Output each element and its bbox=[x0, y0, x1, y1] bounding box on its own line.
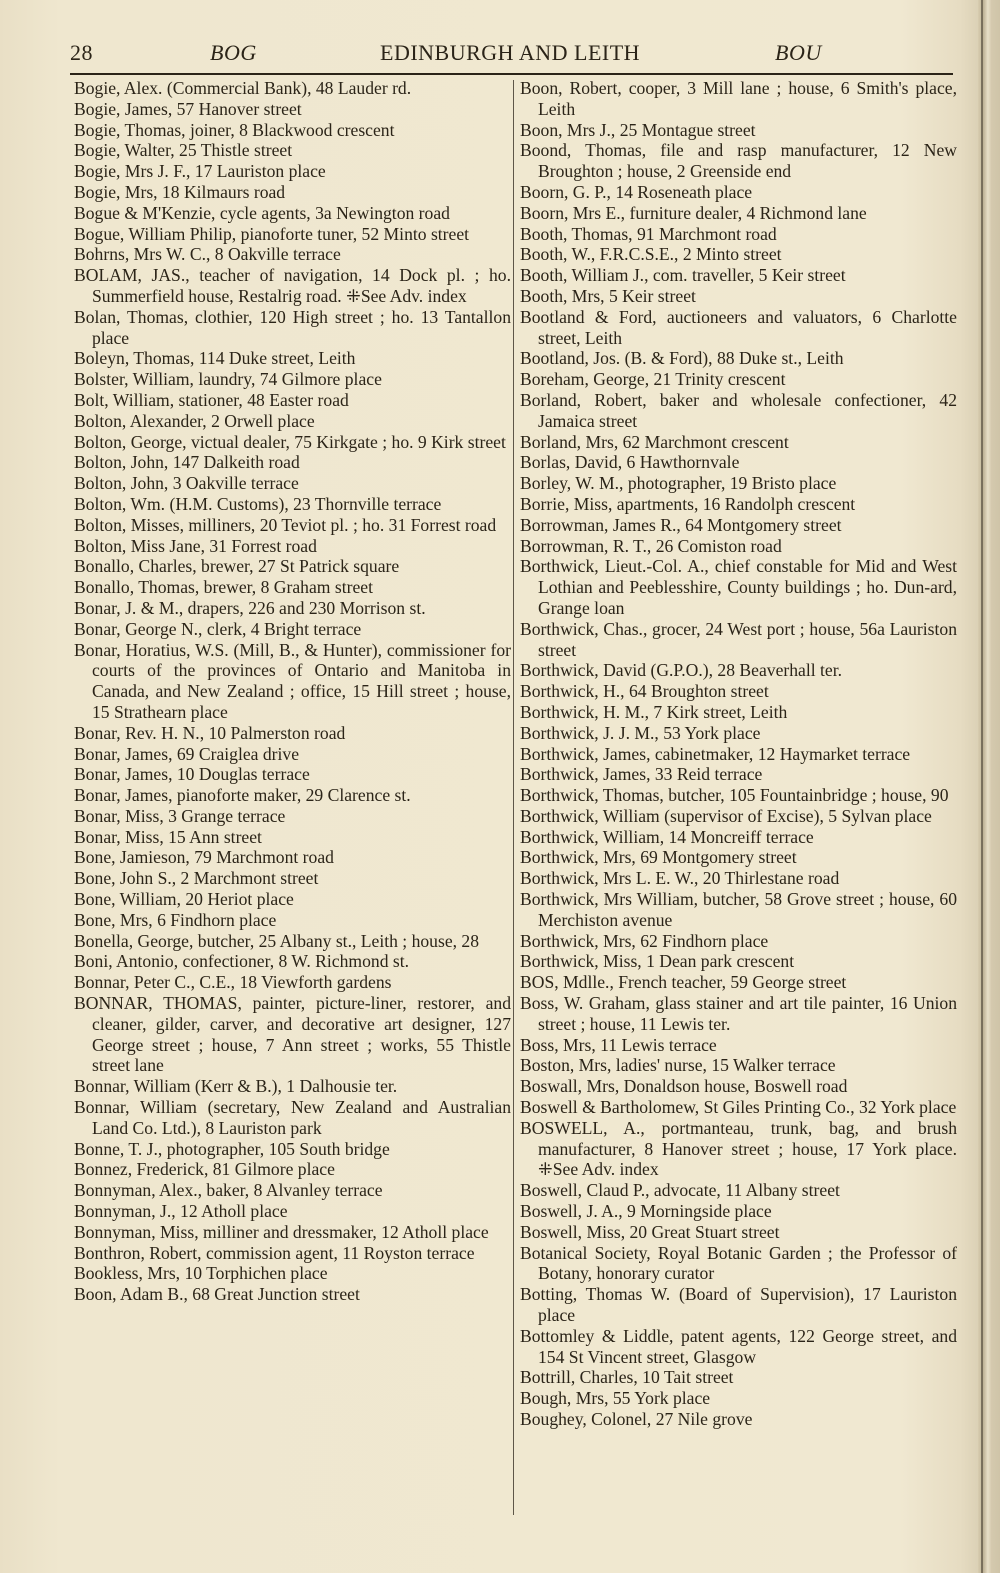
directory-entry: Bolton, Alexander, 2 Orwell place bbox=[74, 410, 315, 431]
directory-entry: Bough, Mrs, 55 York place bbox=[520, 1388, 711, 1409]
directory-entry: Boni, Antonio, confectioner, 8 W. Richmond st. bbox=[74, 951, 410, 972]
directory-entry: Booth, Mrs, 5 Keir street bbox=[520, 285, 696, 306]
directory-entry: Bogie, Mrs, 18 Kilmaurs road bbox=[74, 181, 286, 202]
directory-entry: Bonar, James, 69 Craiglea drive bbox=[74, 743, 300, 764]
directory-entry: Borthwick, H., 64 Broughton street bbox=[520, 681, 769, 702]
directory-entry: Boleyn, Thomas, 114 Duke street, Leith bbox=[74, 348, 356, 369]
directory-entry: Boswell, Miss, 20 Great Stuart street bbox=[520, 1221, 780, 1242]
column-divider bbox=[513, 80, 514, 1515]
right-guide-word: BOU bbox=[775, 40, 822, 65]
directory-entry: Botting, Thomas W. (Board of Supervision), 17 Lauriston place bbox=[520, 1284, 957, 1326]
directory-entry: Bolster, William, laundry, 74 Gilmore place bbox=[74, 369, 382, 390]
directory-entry: Bookless, Mrs, 10 Torphichen place bbox=[74, 1263, 328, 1284]
directory-entry: Bolton, John, 147 Dalkeith road bbox=[74, 452, 300, 473]
directory-entry: Bolton, Misses, milliners, 20 Teviot pl. ; ho. 31 Forrest road bbox=[74, 514, 497, 535]
directory-entry: Bonnyman, Miss, milliner and dressmaker, 12 Atholl place bbox=[74, 1221, 489, 1242]
directory-entry: Borthwick, James, cabinetmaker, 12 Haymarket terrace bbox=[520, 743, 911, 764]
directory-entry: Bonallo, Charles, brewer, 27 St Patrick square bbox=[74, 556, 400, 577]
directory-entry: Booth, Thomas, 91 Marchmont road bbox=[520, 223, 777, 244]
directory-entry: Boon, Mrs J., 25 Montague street bbox=[520, 119, 756, 140]
directory-entry: Bonnar, William (Kerr & B.), 1 Dalhousie ter. bbox=[74, 1076, 398, 1097]
directory-entry: Borrie, Miss, apartments, 16 Randolph crescent bbox=[520, 493, 856, 514]
directory-entry: Bogie, Mrs J. F., 17 Lauriston place bbox=[74, 161, 326, 182]
directory-entry: Bonthron, Robert, commission agent, 11 Royston terrace bbox=[74, 1242, 475, 1263]
directory-entry: Bonne, T. J., photographer, 105 South bridge bbox=[74, 1138, 390, 1159]
directory-entry: Boss, Mrs, 11 Lewis terrace bbox=[520, 1034, 717, 1055]
directory-entry: Bonar, J. & M., drapers, 226 and 230 Morrison st. bbox=[74, 597, 426, 618]
directory-entry: Bottomley & Liddle, patent agents, 122 George street, and 154 St Vincent street, Glasgow bbox=[520, 1325, 957, 1367]
directory-entry: Boswell, Claud P., advocate, 11 Albany street bbox=[520, 1180, 840, 1201]
directory-entry: Bottrill, Charles, 10 Tait street bbox=[520, 1367, 734, 1388]
directory-entry: Bonnar, William (secretary, New Zealand and Australian Land Co. Ltd.), 8 Lauriston park bbox=[74, 1097, 511, 1138]
directory-entry: Bolt, William, stationer, 48 Easter road bbox=[74, 389, 349, 410]
directory-entry: Bonallo, Thomas, brewer, 8 Graham street bbox=[74, 577, 373, 598]
directory-entry: Borthwick, Thomas, butcher, 105 Fountainbridge ; house, 90 bbox=[520, 785, 949, 806]
page-title: EDINBURGH AND LEITH bbox=[380, 40, 641, 65]
directory-entry: Bohrns, Mrs W. C., 8 Oakville terrace bbox=[74, 244, 341, 265]
directory-entry: Borland, Mrs, 62 Marchmont crescent bbox=[520, 431, 789, 452]
directory-entry: Borland, Robert, baker and wholesale confectioner, 42 Jamaica street bbox=[520, 389, 957, 431]
directory-entry: Bolton, John, 3 Oakville terrace bbox=[74, 473, 299, 494]
directory-entry: Borthwick, H. M., 7 Kirk street, Leith bbox=[520, 701, 788, 722]
directory-entry: Boughey, Colonel, 27 Nile grove bbox=[520, 1409, 753, 1429]
directory-entry: Booth, William J., com. traveller, 5 Keir street bbox=[520, 265, 846, 286]
directory-entry: BOS, Mdlle., French teacher, 59 George street bbox=[520, 972, 847, 993]
directory-entry: Boon, Robert, cooper, 3 Mill lane ; house, 6 Smith's place, Leith bbox=[520, 78, 957, 119]
directory-entry: Boorn, G. P., 14 Roseneath place bbox=[520, 181, 753, 202]
directory-entry: Bogie, Walter, 25 Thistle street bbox=[74, 140, 293, 161]
directory-entry: Borthwick, James, 33 Reid terrace bbox=[520, 764, 763, 785]
directory-entry: Bonnar, Peter C., C.E., 18 Viewforth gardens bbox=[74, 972, 392, 993]
page-number: 28 bbox=[70, 40, 93, 65]
directory-entry: Borthwick, J. J. M., 53 York place bbox=[520, 722, 761, 743]
directory-entry: Bonar, Miss, 15 Ann street bbox=[74, 826, 262, 847]
directory-entry: Bonar, James, pianoforte maker, 29 Clarence st. bbox=[74, 785, 411, 806]
directory-entry: Bootland & Ford, auctioneers and valuators, 6 Charlotte street, Leith bbox=[520, 306, 957, 348]
directory-entry: Boorn, Mrs E., furniture dealer, 4 Richmond lane bbox=[520, 202, 867, 223]
directory-entry: Borthwick, Mrs, 62 Findhorn place bbox=[520, 930, 769, 951]
directory-entry: Borthwick, William, 14 Moncreiff terrace bbox=[520, 826, 814, 847]
directory-entry: Boon, Adam B., 68 Great Junction street bbox=[74, 1284, 360, 1305]
left-guide-word: BOG bbox=[210, 40, 257, 65]
directory-entry: Boss, W. Graham, glass stainer and art tile painter, 16 Union street ; house, 11 Lewis ter. bbox=[520, 993, 957, 1034]
directory-entry: Boswell, J. A., 9 Morningside place bbox=[520, 1201, 772, 1222]
directory-entry: Boond, Thomas, file and rasp manufacturer, 12 New Broughton ; house, 2 Greenside end bbox=[520, 140, 957, 182]
directory-entry: Botanical Society, Royal Botanic Garden ; the Professor of Botany, honorary curator bbox=[520, 1242, 957, 1284]
directory-entry: Borthwick, Mrs L. E. W., 20 Thirlestane road bbox=[520, 868, 840, 889]
directory-entry: Borley, W. M., photographer, 19 Bristo place bbox=[520, 473, 837, 494]
directory-entry: Bogue & M'Kenzie, cycle agents, 3a Newington road bbox=[74, 202, 450, 223]
directory-entry: Borrowman, James R., 64 Montgomery street bbox=[520, 514, 842, 535]
directory-entry: Borthwick, Chas., grocer, 24 West port ; house, 56a Lauriston street bbox=[520, 618, 957, 660]
directory-entry: Booth, W., F.R.C.S.E., 2 Minto street bbox=[520, 244, 782, 265]
directory-entry: Bone, William, 20 Heriot place bbox=[74, 889, 294, 910]
directory-entry: Boston, Mrs, ladies' nurse, 15 Walker terrace bbox=[520, 1055, 836, 1076]
directory-entry: Boreham, George, 21 Trinity crescent bbox=[520, 369, 786, 390]
directory-entry: Borthwick, Mrs, 69 Montgomery street bbox=[520, 847, 797, 868]
header-rule bbox=[70, 73, 953, 75]
directory-entry: Bolton, Wm. (H.M. Customs), 23 Thornville terrace bbox=[74, 493, 442, 514]
directory-entry: Borthwick, David (G.P.O.), 28 Beaverhall ter. bbox=[520, 660, 842, 681]
right-column bbox=[520, 78, 957, 1430]
directory-entry: Borrowman, R. T., 26 Comiston road bbox=[520, 535, 782, 556]
left-column bbox=[74, 78, 511, 1305]
directory-entry: Borthwick, Miss, 1 Dean park crescent bbox=[520, 951, 795, 972]
directory-entry: Bogue, William Philip, pianoforte tuner, 52 Minto street bbox=[74, 223, 470, 244]
directory-entry: Bonar, James, 10 Douglas terrace bbox=[74, 764, 310, 785]
directory-entry: BONNAR, THOMAS, painter, picture-liner, restorer, and cleaner, gilder, carver, and decorative art designer, 127 George street ; house, 7 Ann street ; works, 55 Thistle street lane bbox=[74, 993, 511, 1076]
spine-shadow-line bbox=[981, 0, 983, 1573]
directory-entry: Bonella, George, butcher, 25 Albany st., Leith ; house, 28 bbox=[74, 930, 480, 951]
directory-entry: BOLAM, JAS., teacher of navigation, 14 Dock pl. ; ho. Summerfield house, Restalrig road. ⁜See Adv. index bbox=[74, 265, 511, 306]
directory-entry: Bolan, Thomas, clothier, 120 High street ; ho. 13 Tantallon place bbox=[74, 306, 511, 348]
directory-entry: Bonnyman, Alex., baker, 8 Alvanley terrace bbox=[74, 1180, 383, 1201]
directory-entry: Bone, Mrs, 6 Findhorn place bbox=[74, 909, 277, 930]
directory-entry: Bonar, Miss, 3 Grange terrace bbox=[74, 805, 286, 826]
directory-entry: Borthwick, William (supervisor of Excise), 5 Sylvan place bbox=[520, 805, 932, 826]
directory-entry: Borthwick, Mrs William, butcher, 58 Grove street ; house, 60 Merchiston avenue bbox=[520, 889, 957, 930]
directory-entry: Boswall, Mrs, Donaldson house, Boswell road bbox=[520, 1076, 848, 1097]
directory-entry: Borthwick, Lieut.-Col. A., chief constable for Mid and West Lothian and Peeblesshire, County buildings ; ho. Dun-ard, Grange loan bbox=[520, 556, 957, 618]
directory-entry: Bonnyman, J., 12 Atholl place bbox=[74, 1201, 288, 1222]
directory-entry: Bootland, Jos. (B. & Ford), 88 Duke st., Leith bbox=[520, 348, 844, 369]
directory-entry: Bone, Jamieson, 79 Marchmont road bbox=[74, 847, 334, 868]
directory-entry: Bonar, Horatius, W.S. (Mill, B., & Hunter), commissioner for courts of the provinces of Ontario and Manitoba in Canada, and New Zealand ; office, 15 Hill street ; house, 15 Strathearn place bbox=[74, 639, 511, 722]
directory-entry: Bonar, Rev. H. N., 10 Palmerston road bbox=[74, 722, 346, 743]
directory-entry: Bogie, Thomas, joiner, 8 Blackwood crescent bbox=[74, 119, 395, 140]
directory-entry: Bogie, Alex. (Commercial Bank), 48 Lauder rd. bbox=[74, 78, 412, 98]
directory-entry: Bolton, Miss Jane, 31 Forrest road bbox=[74, 535, 317, 556]
page-header bbox=[70, 40, 950, 72]
directory-entry: Bonnez, Frederick, 81 Gilmore place bbox=[74, 1159, 335, 1180]
directory-entry: BOSWELL, A., portmanteau, trunk, bag, and brush manufacturer, 8 Hanover street ; house, 17 York place. ⁜See Adv. index bbox=[520, 1117, 957, 1180]
directory-entry: Borlas, David, 6 Hawthornvale bbox=[520, 452, 740, 473]
directory-entry: Bonar, George N., clerk, 4 Bright terrace bbox=[74, 618, 362, 639]
directory-entry: Bone, John S., 2 Marchmont street bbox=[74, 868, 319, 889]
directory-entry: Bogie, James, 57 Hanover street bbox=[74, 98, 302, 119]
directory-entry: Bolton, George, victual dealer, 75 Kirkgate ; ho. 9 Kirk street bbox=[74, 431, 506, 452]
directory-entry: Boswell & Bartholomew, St Giles Printing Co., 32 York place bbox=[520, 1097, 957, 1118]
